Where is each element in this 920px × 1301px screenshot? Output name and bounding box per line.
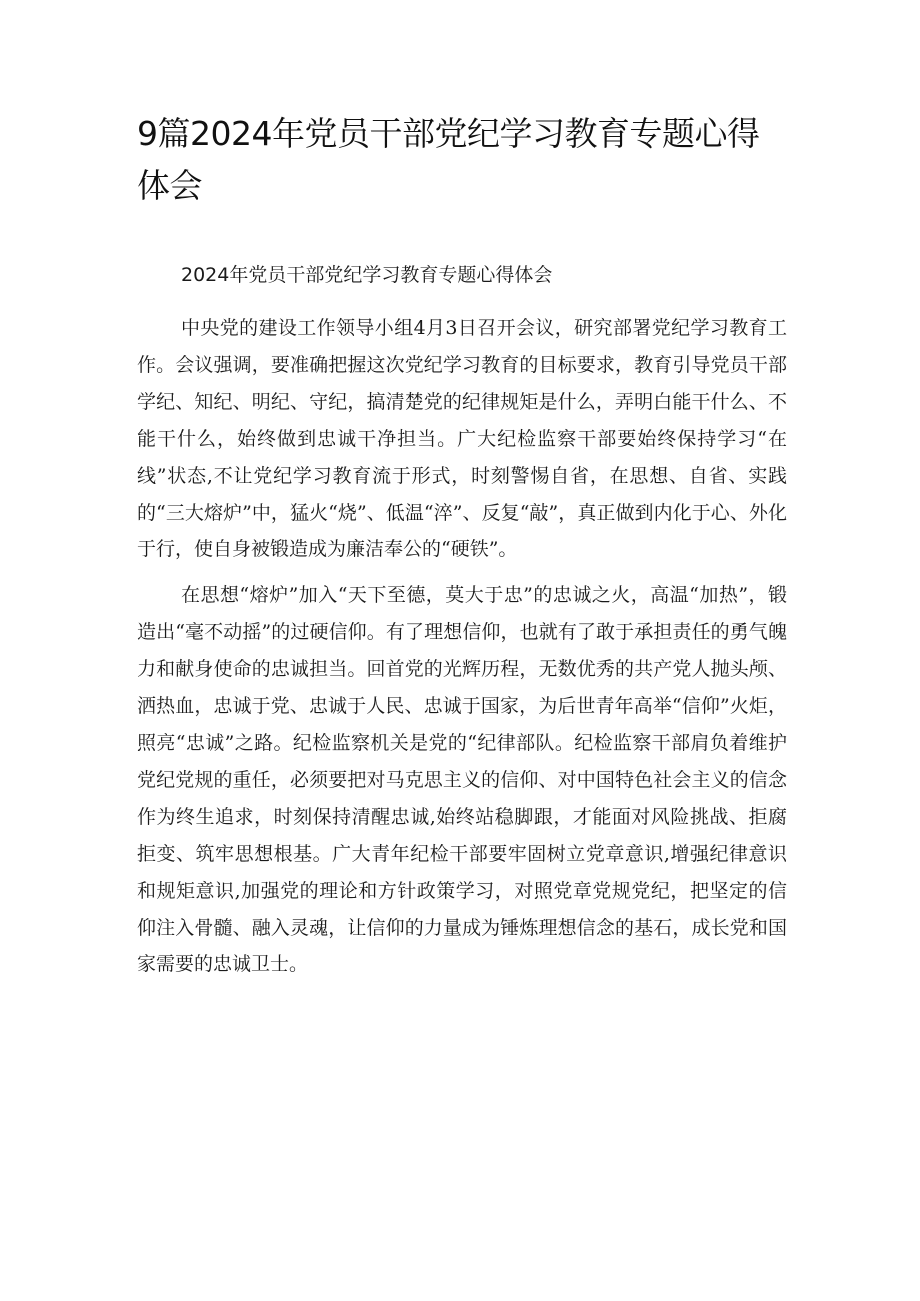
- section-subtitle: 2024年党员干部党纪学习教育专题心得体会: [181, 264, 553, 286]
- document-body: [137, 310, 787, 983]
- body-paragraph: 中央党的建设工作领导小组4月3日召开会议，研究部署党纪学习教育工作。会议强调，要准确把握这次党纪学习教育的目标要求，教育引导党员干部学纪、知纪、明纪、守纪，搞清楚党的纪律规矩是什么，弄明白能干什么、不能干什么，始终做到忠诚干净担当。广大纪检监察干部要始终保持学习“在线”状态,不让党纪学习教育流于形式，时刻警惕自省，在思想、自省、实践的“三大熔炉”中，猛火“烧”、低温“淬”、反复“敲”，真正做到内化于心、外化于行，使自身被锻造成为廉洁奉公的“硬铁”。: [137, 317, 787, 561]
- body-paragraph: 在思想“熔炉”加入“天下至德，莫大于忠”的忠诚之火，高温“加热”，锻造出“毫不动摇”的过硬信仰。有了理想信仰，也就有了敢于承担责任的勇气魄力和献身使命的忠诚担当。回首党的光辉历程，无数优秀的共产党人抛头颅、洒热血，忠诚于党、忠诚于人民、忠诚于国家，为后世青年高举“信仰”火炬，照亮“忠诚”之路。纪检监察机关是党的“纪律部队。纪检监察干部肩负着维护党纪党规的重任，必须要把对马克思主义的信仰、对中国特色社会主义的信念作为终生追求，时刻保持清醒忠诚,始终站稳脚跟，才能面对风险挑战、拒腐拒变、筑牢思想根基。广大青年纪检干部要牢固树立党章意识,增强纪律意识和规矩意识,加强党的理论和方针政策学习，对照党章党规党纪，把坚定的信仰注入骨髓、融入灵魂，让信仰的力量成为锤炼理想信念的基石，成长党和国家需要的忠诚卫士。: [137, 584, 787, 976]
- document-title: 9篇2024年党员干部党纪学习教育专题心得体会: [137, 114, 760, 205]
